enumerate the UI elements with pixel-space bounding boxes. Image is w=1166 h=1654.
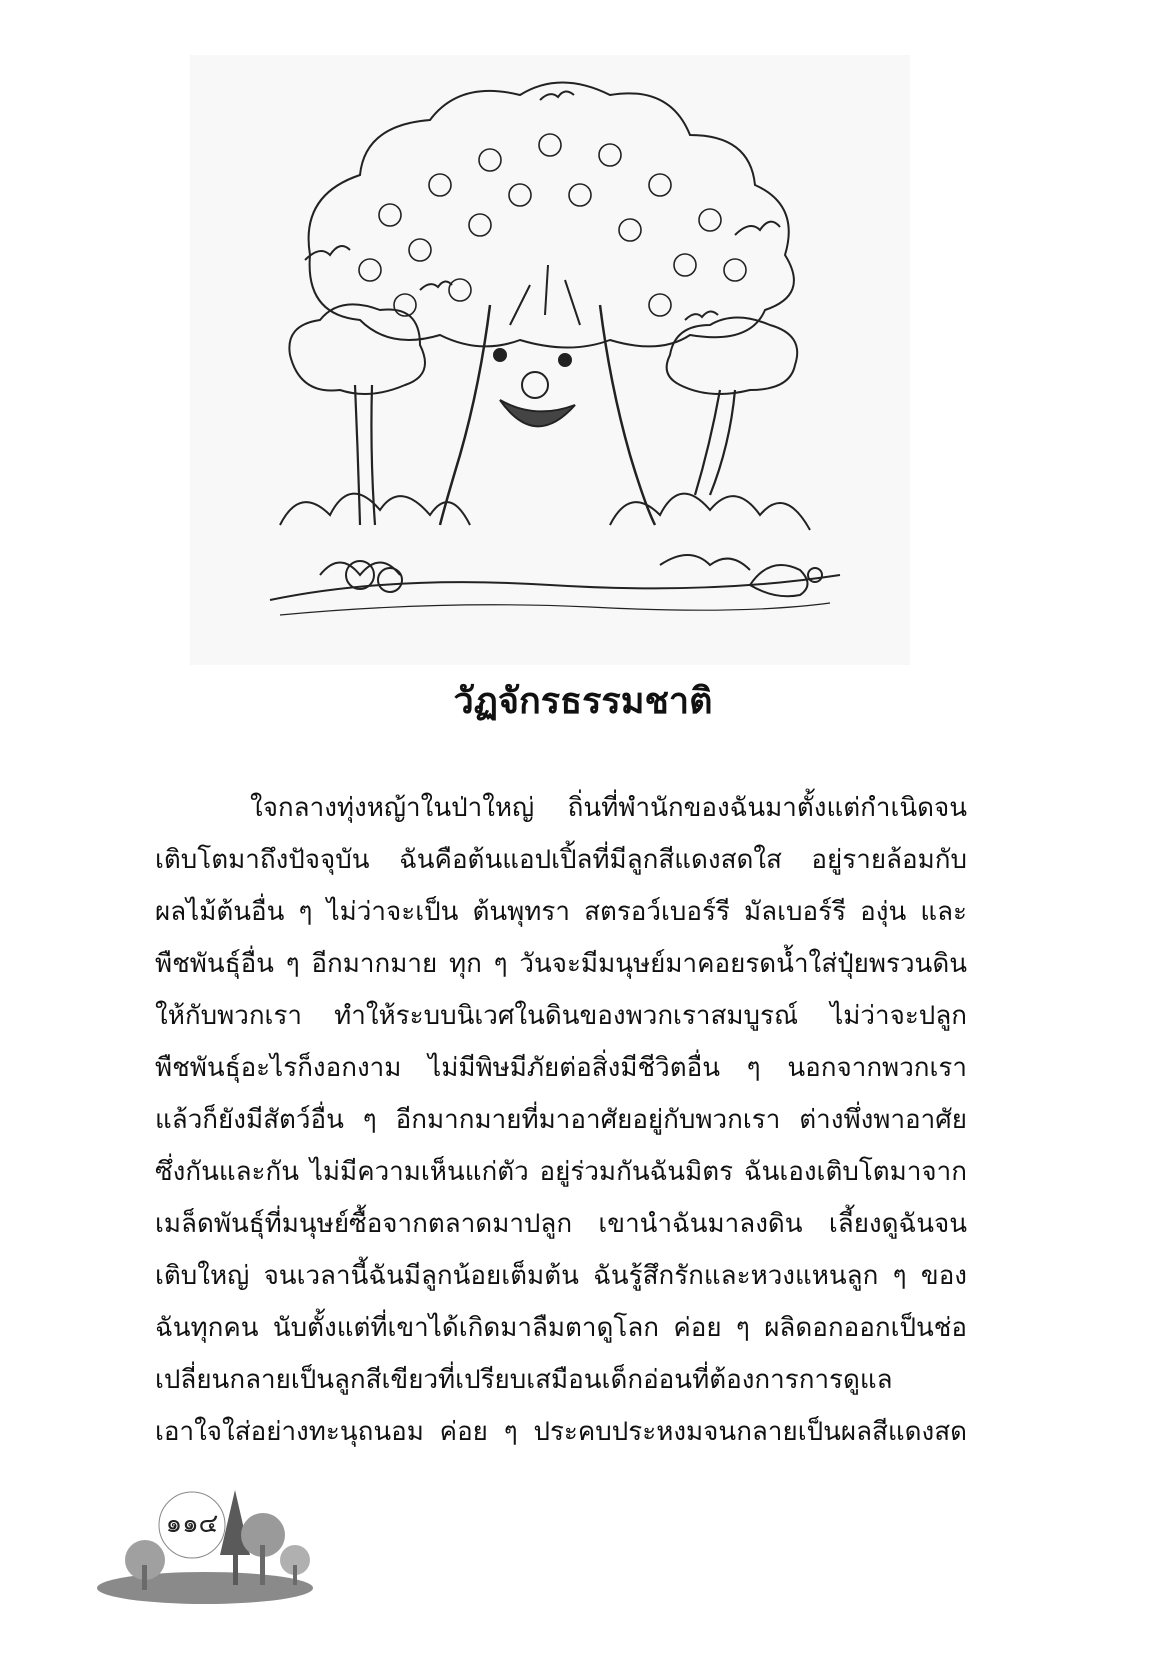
paragraph-line: เติบใหญ่ จนเวลานี้ฉันมีลูกน้อยเต็มต้น ฉันรู้สึกรักและหวงแหนลูก ๆ ของ xyxy=(155,1261,967,1291)
page-title: วัฏจักรธรรมชาติ xyxy=(453,681,713,722)
paragraph-line: ผลไม้ต้นอื่น ๆ ไม่ว่าจะเป็น ต้นพุทรา สตรอว์เบอร์รี มัลเบอร์รี องุ่น และ xyxy=(155,897,967,927)
smiling-apple-tree-icon xyxy=(190,55,910,665)
apple-tree-illustration xyxy=(190,55,910,665)
page-number: ๑๑๔ xyxy=(165,1509,219,1539)
paragraph-line: ซึ่งกันและกัน ไม่มีความเห็นแก่ตัว อยู่ร่วมกันฉันมิตร ฉันเองเติบโตมาจาก xyxy=(155,1157,967,1187)
paragraph-line: เมล็ดพันธุ์ที่มนุษย์ซื้อจากตลาดมาปลูก เขานำฉันมาลงดิน เลี้ยงดูฉันจน xyxy=(155,1209,967,1239)
paragraph-line: เอาใจใส่อย่างทะนุถนอม ค่อย ๆ ประคบประหงมจนกลายเป็นผลสีแดงสด xyxy=(155,1417,967,1447)
paragraph-line: พืชพันธุ์อื่น ๆ อีกมากมาย ทุก ๆ วันจะมีมนุษย์มาคอยรดน้ำใส่ปุ๋ยพรวนดิน xyxy=(155,949,967,979)
paragraph-line: พืชพันธุ์อะไรก็งอกงาม ไม่มีพิษมีภัยต่อสิ่งมีชีวิตอื่น ๆ นอกจากพวกเรา xyxy=(155,1053,967,1083)
story-paragraph xyxy=(155,782,967,1458)
paragraph-line: เปลี่ยนกลายเป็นลูกสีเขียวที่เปรียบเสมือนเด็กอ่อนที่ต้องการการดูแล xyxy=(155,1365,893,1395)
paragraph-line: แล้วก็ยังมีสัตว์อื่น ๆ อีกมากมายที่มาอาศัยอยู่กับพวกเรา ต่างพึ่งพาอาศัย xyxy=(155,1105,967,1135)
paragraph-line: ใจกลางทุ่งหญ้าในป่าใหญ่ ถิ่นที่พำนักของฉันมาตั้งแต่กำเนิดจน xyxy=(250,793,967,823)
paragraph-line: ให้กับพวกเรา ทำให้ระบบนิเวศในดินของพวกเราสมบูรณ์ ไม่ว่าจะปลูก xyxy=(155,1001,967,1031)
paragraph-line: ฉันทุกคน นับตั้งแต่ที่เขาได้เกิดมาลืมตาดูโลก ค่อย ๆ ผลิดอกออกเป็นช่อ xyxy=(155,1313,967,1343)
paragraph-line: เติบโตมาถึงปัจจุบัน ฉันคือต้นแอปเปิ้ลที่มีลูกสีแดงสดใส อยู่รายล้อมกับ xyxy=(155,845,967,875)
